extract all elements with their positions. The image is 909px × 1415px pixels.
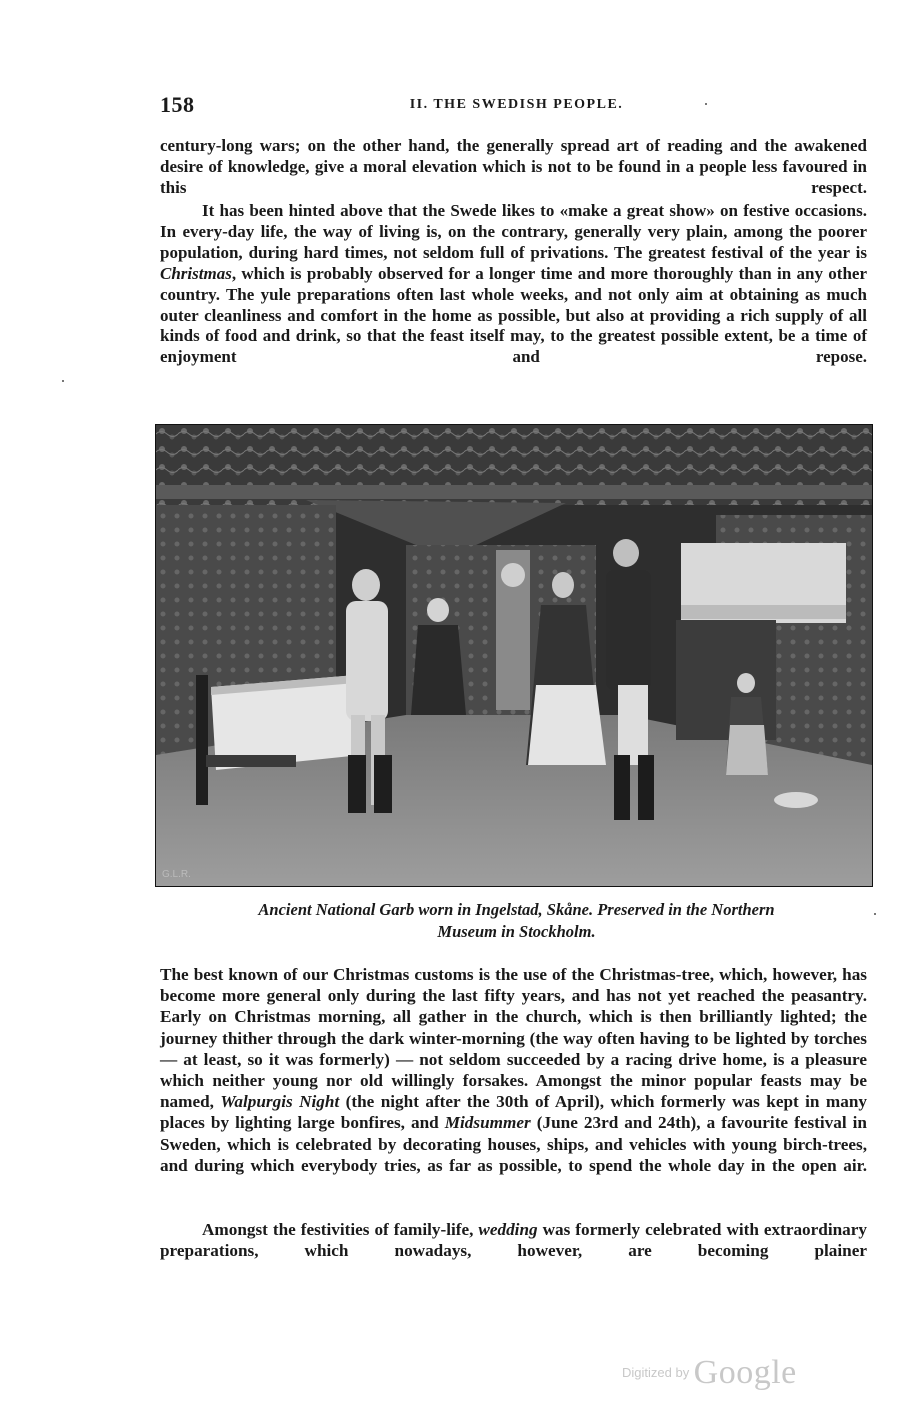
figure-photograph <box>155 424 873 887</box>
paragraph-3 <box>160 964 867 1176</box>
figure-caption <box>160 899 873 943</box>
page-number: 158 <box>160 92 195 117</box>
paragraph-3-text-a: The best known of our Christmas customs is the use of the Christmas-tree, which, however, has become more general only during the last fifty years, and has not yet reached the peasantry. Early on Christmas morning, all gather in the church, which is then brilliantly lighted; the journey thither through the dark winter-morning (the way often having to be lighted by torches — at least, so it was formerly) — not seldom succeeded by a racing drive home, is a pleasure which neither young nor old willingly forsakes. Amongst the minor popular feasts may be named, <box>160 965 867 1112</box>
paragraph-2-text-a: It has been hinted above that the Swede likes to «make a great show» on festive occasions. In every-day life, the way of living is, on the contrary, generally very plain, among the poorer population, during hard times, not seldom full of privations. The greatest festival of the year is <box>160 201 867 262</box>
walpurgis-emphasis: Walpurgis Night <box>220 1092 340 1112</box>
paragraph-4 <box>160 1219 867 1261</box>
running-title: II. THE SWEDISH PEOPLE. <box>409 97 624 112</box>
paragraph-2 <box>160 201 867 368</box>
christmas-emphasis: Christmas <box>160 263 232 283</box>
caption-line-2: Museum in Stockholm. <box>437 922 596 941</box>
paragraph-4-text-b: was formerly celebrated with extraordinary preparations, which nowadays, however, are becoming plainer <box>160 1220 867 1261</box>
interior-scene-illustration <box>156 425 872 886</box>
caption-line-1: Ancient National Garb worn in Ingelstad, Skåne. Preserved in the Northern <box>258 900 775 919</box>
google-logo: Google <box>693 1354 797 1391</box>
paragraph-4-text-a: Amongst the festivities of family-life, <box>202 1220 479 1239</box>
wedding-emphasis: wedding <box>478 1220 538 1239</box>
watermark-prefix: Digitized by <box>622 1365 690 1380</box>
scan-speck <box>62 380 64 382</box>
midsummer-emphasis: Midsummer <box>444 1113 531 1133</box>
paragraph-3-text-c: (June 23rd and 24th), a favourite festival in Sweden, which is celebrated by decorating houses, ships, and vehicles with young birch-trees, and during which everybody tries, as far as possible, to spend the whole day in the open air. <box>160 1113 867 1175</box>
paragraph-1 <box>160 136 867 199</box>
paragraph-1-text: century-long wars; on the other hand, the generally spread art of reading and the awakened desire of knowledge, give a moral elevation which is not to be found in a people less favoured in this respect. <box>160 136 867 197</box>
paragraph-3-text-b: (the night after the 30th of April), which formerly was kept in many places by lighting large bonfires, and <box>160 1092 867 1133</box>
photo-signature: G.L.R. <box>162 869 191 880</box>
scan-speck <box>705 103 707 105</box>
scan-speck <box>874 913 876 915</box>
paragraph-2-text-b: , which is probably observed for a longer time and more thoroughly than in any other country. The yule preparations often last whole weeks, and not only aim at obtaining as much outer cleanliness and comfort in the home as possible, but also at providing a rich supply of all kinds of food and drink, so that the feast itself may, to the greatest possible extent, be a time of enjoyment and repose. <box>160 263 867 367</box>
google-watermark <box>622 1354 797 1392</box>
